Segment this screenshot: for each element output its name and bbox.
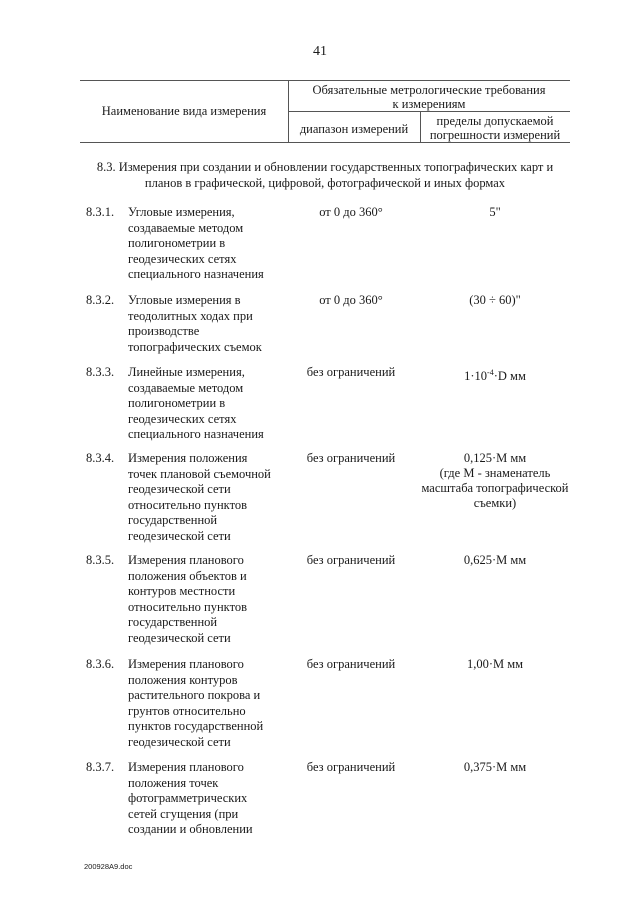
row-number: 8.3.3. [86,365,115,379]
row-name-line: теодолитных ходах при [128,308,253,323]
row-name-line: положения объектов и [128,568,247,583]
row-name [128,760,278,838]
row-name-line: Измерения планового [128,657,244,671]
row-name-line: относительно пунктов [128,599,248,614]
row-error-line: 0,375·М мм [463,760,527,774]
row-name-line: специального назначения [128,267,264,281]
row-name-line: точек плановой съемочной [128,466,271,481]
row-error-line: 5" [489,205,501,219]
row-range: без ограничений [306,451,396,465]
section-title [80,159,570,191]
row-range: от 0 до 360° [319,205,383,219]
row-name-line: государственной [128,513,218,527]
row-name-line: создании и обновлении [128,822,253,836]
header-top-rule [80,80,570,81]
row-name-line: Измерения положения [128,451,248,465]
row-range: без ограничений [306,553,396,567]
row-name-line: геодезической сети [128,734,231,749]
row-range: от 0 до 360° [319,293,383,307]
row-number: 8.3.6. [86,657,115,671]
row-name-line: геодезических сетях [128,251,237,266]
row-error [414,365,576,384]
header-bottom-rule [80,142,570,143]
row-name-line: государственной [128,615,218,629]
row-error-line: 1,00·М мм [466,657,524,671]
row-error-line: (30 ÷ 60)" [469,293,521,307]
row-name-line: специального назначения [128,427,264,441]
row-name-line: грунтов относительно [128,703,246,718]
row-name-line: Угловые измерения, [128,205,235,219]
row-name-line: геодезической сети [128,630,231,645]
row-name [128,451,278,544]
page-number: 41 [313,44,327,59]
row-name-line: положения контуров [128,672,238,687]
header-measurement-name: Наименование вида измерения [101,104,267,118]
header-error-1: пределы допускаемой [436,114,554,128]
header-group-title-2: к измерениям [392,97,466,111]
row-name-line: Угловые измерения в [128,293,241,307]
row-name-line: Линейные измерения, [128,365,245,379]
row-name [128,553,278,646]
table-header [80,80,570,142]
row-number: 8.3.2. [86,293,115,307]
row-number: 8.3.4. [86,451,115,465]
header-error-2: погрешности измерений [429,128,561,142]
row-name [128,657,278,750]
row-name-line: производстве [128,324,200,338]
row-name-line: контуров местности [128,584,236,598]
row-error-line: 0,625·М мм [463,553,527,567]
header-middle-rule [288,111,570,112]
row-error [414,760,576,775]
row-name-line: положения точек [128,775,219,790]
row-name-line: создаваемые методом [128,220,244,235]
row-name-line: полигонометрии в [128,396,226,410]
row-error [414,553,576,568]
row-error-line: съемки) [473,496,517,510]
row-error-line: масштаба топографической [421,481,569,495]
footer-filename: 200928A9.doc [84,862,133,871]
row-error-line: (где М - знаменатель [439,466,551,480]
row-name-line: геодезической сети [128,482,231,496]
section-title-line-1: 8.3. Измерения при создании и обновлении государственных топографических карт и [96,160,554,174]
row-number: 8.3.1. [86,205,115,219]
row-name [128,365,278,443]
row-error-line: 0,125·М мм [463,451,527,465]
row-name [128,293,278,355]
row-name-line: Измерения планового [128,760,244,774]
row-number: 8.3.7. [86,760,115,774]
row-name-line: относительно пунктов [128,497,248,512]
row-name-line: пунктов государственной [128,719,264,733]
row-error [414,293,576,308]
row-name-line: растительного покрова и [128,688,261,702]
row-error [414,451,576,511]
row-name-line: Измерения планового [128,553,244,567]
row-name [128,205,278,283]
row-name-line: полигонометрии в [128,236,226,250]
row-range: без ограничений [306,760,396,774]
row-range: без ограничений [306,657,396,671]
row-name-line: фотограмметрических [128,791,248,805]
row-name-line: топографических съемок [128,339,262,354]
row-name-line: сетей сгущения (при [128,806,239,821]
row-error-line: $1\cdot 10^{-4}\cdot D$ мм [464,368,526,384]
header-range: диапазон измерений [299,122,409,136]
row-number: 8.3.5. [86,553,115,567]
row-error [414,657,576,672]
row-name-line: геодезической сети [128,528,231,543]
row-range: без ограничений [306,365,396,379]
section-title-line-2: планов в графической, цифровой, фотографической и иных формах [144,176,506,190]
header-group-title-1: Обязательные метрологические требования [312,83,546,97]
row-name-line: создаваемые методом [128,380,244,395]
row-name-line: геодезических сетях [128,411,237,426]
row-error [414,205,576,220]
